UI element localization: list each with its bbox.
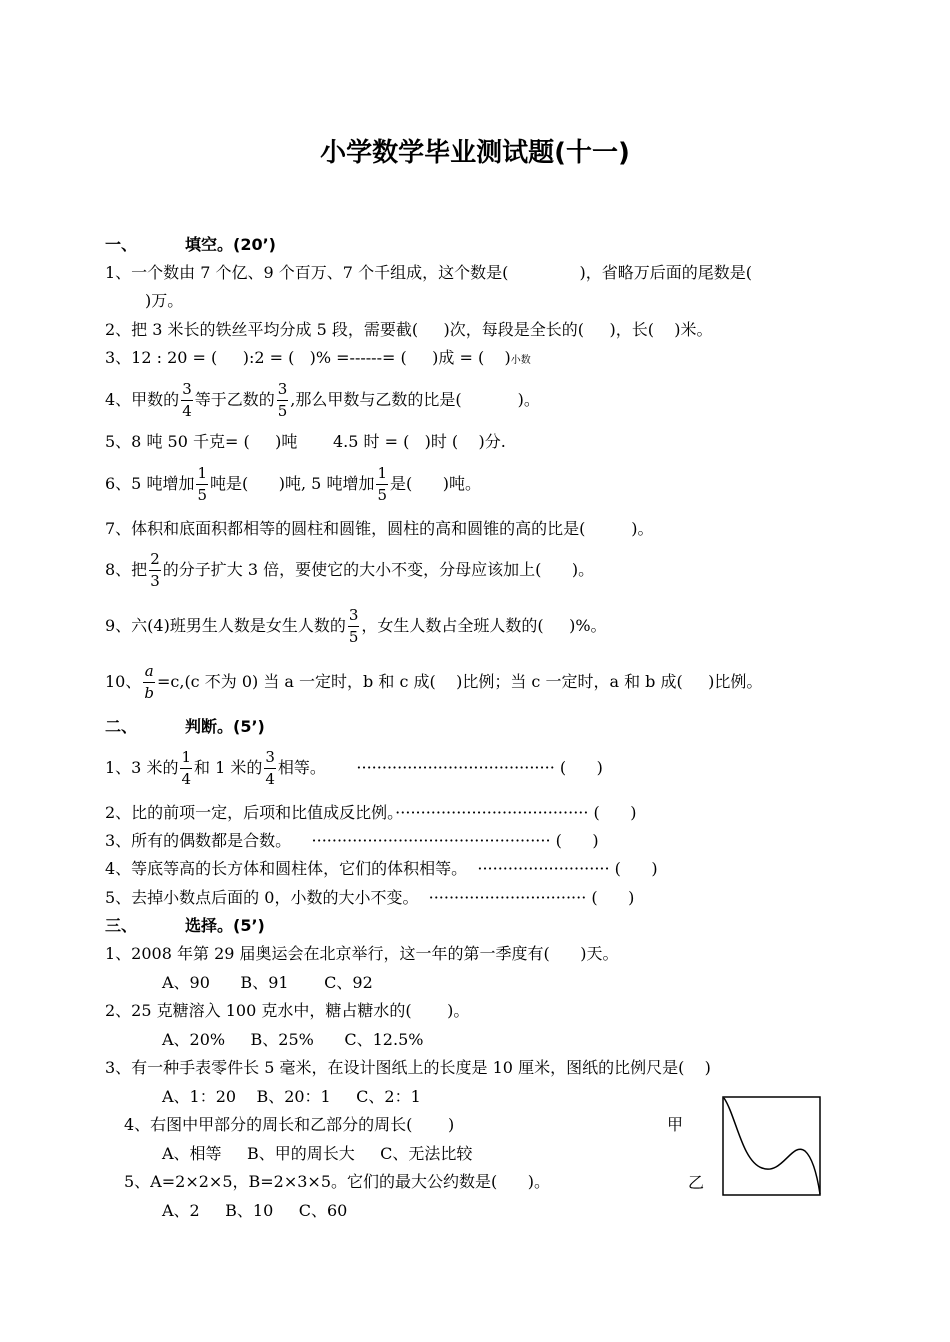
- figure-square: [723, 1097, 820, 1195]
- fraction-denominator: 4: [182, 401, 192, 420]
- fraction-denominator: 5: [277, 401, 288, 420]
- fraction-numerator: a: [143, 664, 155, 683]
- judge-j3: 3、所有的偶数都是合数。 ··············································· ( ): [105, 831, 599, 850]
- section-label: 判断。(5’): [185, 717, 265, 736]
- fill-q6-post: 是( )吨。: [390, 474, 482, 493]
- choice-c3: 3、有一种手表零件长 5 毫米，在设计图纸上的长度是 10 厘米，图纸的比例尺是( ): [105, 1058, 711, 1077]
- judge-j4: 4、等底等高的长方体和圆柱体，它们的体积相等。 ·························· ( ): [105, 859, 658, 878]
- fill-q10-pre: 10、: [105, 672, 142, 691]
- fraction-numerator: 2: [149, 552, 161, 571]
- fill-q2: 2、把 3 米长的铁丝平均分成 5 段，需要截( )次，每段是全长的( )，长( )米。: [105, 320, 713, 339]
- judge-j1: [105, 748, 603, 788]
- fraction: [143, 661, 155, 702]
- jia-yi-figure: [722, 1096, 822, 1197]
- fraction-numerator: 3: [181, 382, 193, 401]
- fraction: [376, 463, 388, 504]
- page-title: 小学数学毕业测试题(十一): [320, 138, 630, 168]
- fraction-denominator: b: [144, 683, 154, 702]
- fraction: [149, 549, 161, 590]
- fraction-denominator: 5: [348, 627, 359, 646]
- fill-q4: [105, 380, 540, 420]
- fraction-numerator: 3: [264, 750, 276, 769]
- choice-c5-options: A、2 B、10 C、60: [162, 1201, 348, 1220]
- section-3-heading: [105, 918, 265, 934]
- judge-j1-post: 相等。 ······································· ( ): [277, 758, 603, 777]
- fill-q4-pre: 4、甲数的: [105, 390, 180, 409]
- choice-c1: 1、2008 年第 29 届奥运会在北京举行，这一年的第一季度有( )天。: [105, 944, 619, 963]
- fill-q7: 7、体积和底面积都相等的圆柱和圆锥，圆柱的高和圆锥的高的比是( )。: [105, 519, 654, 538]
- fill-q1-line1: 1、一个数由 7 个亿、9 个百万、7 个千组成，这个数是( )，省略万后面的尾数是(: [105, 263, 752, 282]
- fill-q5: 5、8 吨 50 千克= ( )吨 4.5 时 = ( )时 ( )分.: [105, 432, 506, 451]
- choice-c2: 2、25 克糖溶入 100 克水中，糖占糖水的( )。: [105, 1001, 470, 1020]
- fraction: [196, 463, 208, 504]
- fraction-denominator: 5: [197, 485, 207, 504]
- fill-q6-mid: 吨是( )吨, 5 吨增加: [210, 474, 375, 493]
- fill-q10-post: =c,(c 不为 0) 当 a 一定时，b 和 c 成( )比例；当 c 一定时，a 和 b 成( )比例。: [156, 672, 763, 691]
- judge-j1-mid: 和 1 米的: [194, 758, 263, 777]
- fill-q8: [105, 550, 594, 590]
- section-label: 选择。(5’): [185, 916, 265, 935]
- judge-j5: 5、去掉小数点后面的 0，小数的大小不变。 ······························· ( ): [105, 888, 635, 907]
- fraction-numerator: 3: [277, 382, 289, 401]
- fraction-denominator: 4: [181, 769, 191, 788]
- fraction-numerator: 1: [196, 466, 208, 485]
- fraction-denominator: 4: [265, 769, 275, 788]
- figure-label-jia: 甲: [667, 1115, 684, 1134]
- fill-q6: [105, 464, 481, 504]
- choice-c3-options: A、1：20 B、20：1 C、2：1: [162, 1087, 421, 1106]
- choice-c1-options: A、90 B、91 C、92: [162, 973, 373, 992]
- section-number: 二、: [105, 717, 138, 736]
- fill-q8-post: 的分子扩大 3 倍，要使它的大小不变，分母应该加上( )。: [162, 560, 595, 579]
- section-number: 一、: [105, 235, 138, 254]
- fraction: [277, 379, 289, 420]
- fill-q9-post: ，女生人数占全班人数的( )%。: [361, 616, 607, 635]
- fill-q3-text: 3、12 : 20 = ( ):2 = ( )% =------= ( )成 = ( ): [105, 348, 511, 367]
- section-number: 三、: [105, 916, 138, 935]
- fill-q4-post: ,那么甲数与乙数的比是( )。: [290, 390, 540, 409]
- figure-curve: [724, 1098, 820, 1194]
- section-1-heading: [105, 237, 276, 253]
- fraction: [348, 605, 360, 646]
- section-label: 填空。(20’): [185, 235, 276, 254]
- fill-q10: [105, 662, 762, 702]
- fill-q8-pre: 8、把: [105, 560, 148, 579]
- fraction-numerator: 3: [348, 608, 360, 627]
- fill-q4-mid: 等于乙数的: [194, 390, 275, 409]
- fill-q6-pre: 6、5 吨增加: [105, 474, 195, 493]
- choice-c5: 5、A=2×2×5，B=2×3×5。它们的最大公约数是( )。: [124, 1172, 551, 1191]
- choice-c2-options: A、20% B、25% C、12.5%: [162, 1030, 424, 1049]
- choice-c4: 4、右图中甲部分的周长和乙部分的周长( ): [124, 1115, 455, 1134]
- fraction-denominator: 3: [150, 571, 160, 590]
- fill-q9-pre: 9、六(4)班男生人数是女生人数的: [105, 616, 346, 635]
- choice-c4-options: A、相等 B、甲的周长大 C、无法比较: [162, 1144, 473, 1163]
- fraction-denominator: 5: [377, 485, 387, 504]
- section-2-heading: [105, 719, 265, 735]
- fraction: [180, 747, 192, 788]
- fill-q9: [105, 606, 607, 646]
- fill-q3-small: 小数: [510, 355, 531, 366]
- fraction: [181, 379, 193, 420]
- fill-q3: [105, 350, 531, 366]
- fill-q1-line2: )万。: [145, 291, 184, 310]
- figure-label-yi: 乙: [688, 1173, 705, 1192]
- fraction: [264, 747, 276, 788]
- fraction-numerator: 1: [180, 750, 192, 769]
- judge-j1-pre: 1、3 米的: [105, 758, 179, 777]
- judge-j2: 2、比的前项一定，后项和比值成反比例。······································ ( ): [105, 803, 637, 822]
- fraction-numerator: 1: [376, 466, 388, 485]
